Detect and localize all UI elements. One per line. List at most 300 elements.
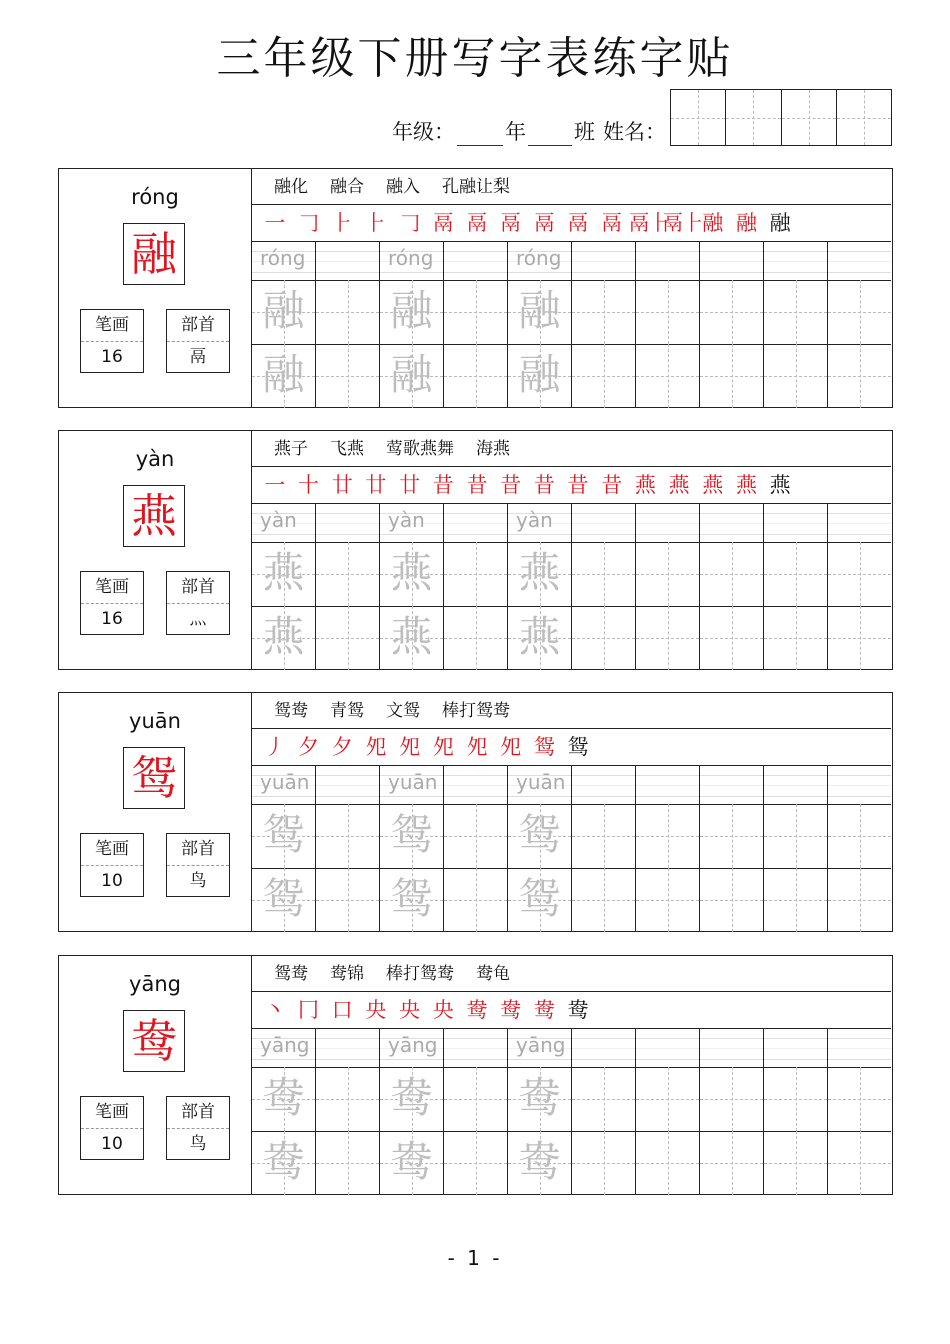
pinyin-cell[interactable] [315, 504, 379, 542]
stroke-count-box [80, 309, 144, 373]
pinyin-trace: yāng [388, 1033, 438, 1057]
stroke-step: 廿 [365, 473, 387, 497]
writing-cell[interactable] [252, 542, 315, 606]
pinyin-cell[interactable] [827, 504, 891, 542]
writing-cell[interactable] [763, 1067, 827, 1131]
pinyin-cell[interactable] [571, 766, 635, 804]
stroke-step: 一 [264, 473, 286, 497]
writing-cell[interactable] [827, 804, 891, 868]
example-word: 莺歌燕舞 [386, 439, 454, 459]
writing-cell[interactable] [763, 1131, 827, 1195]
model-character: 燕 [123, 485, 185, 547]
year-label: 年 [505, 120, 526, 144]
stroke-count-box [80, 833, 144, 897]
writing-cell[interactable] [252, 606, 315, 670]
pinyin-cell[interactable] [699, 1029, 763, 1067]
writing-row [252, 542, 891, 607]
writing-cell[interactable] [315, 1067, 379, 1131]
name-cell[interactable] [725, 90, 780, 145]
writing-cell[interactable] [571, 1067, 635, 1131]
pinyin-cell[interactable] [827, 242, 891, 280]
pinyin-trace: yāng [260, 1033, 310, 1057]
example-word: 融入 [386, 177, 420, 197]
pinyin-cell[interactable] [443, 504, 507, 542]
stroke-step: 央 [432, 998, 454, 1022]
pinyin-cell[interactable] [571, 504, 635, 542]
model-character: 鸳 [123, 747, 185, 809]
writing-cell[interactable] [827, 1067, 891, 1131]
pinyin-trace: róng [260, 246, 306, 270]
character-card [58, 955, 893, 1195]
stroke-step: 燕 [634, 473, 656, 497]
trace-character: 融 [390, 350, 433, 399]
writing-cell[interactable] [827, 542, 891, 606]
writing-cell[interactable] [635, 542, 699, 606]
pinyin-cell[interactable] [443, 242, 507, 280]
grade-blank[interactable] [457, 123, 503, 146]
writing-row [252, 804, 891, 869]
example-word: 棒打鸳鸯 [442, 701, 510, 721]
pinyin-cell[interactable] [635, 504, 699, 542]
pinyin-cell[interactable] [507, 504, 571, 542]
writing-row [252, 280, 891, 345]
pinyin-trace: yàn [516, 508, 553, 532]
character-card [58, 430, 893, 670]
writing-cell[interactable] [507, 1131, 571, 1195]
pinyin-cell[interactable] [252, 1029, 315, 1067]
writing-cell[interactable] [507, 542, 571, 606]
trace-character: 融 [390, 286, 433, 335]
writing-cell[interactable] [763, 542, 827, 606]
writing-cell[interactable] [571, 344, 635, 408]
stroke-order [252, 205, 891, 242]
trace-character: 融 [518, 286, 561, 335]
writing-cell[interactable] [571, 606, 635, 670]
radical-label: 部首 [167, 572, 229, 604]
practice-area [252, 956, 891, 1194]
pinyin-cell[interactable] [315, 242, 379, 280]
pinyin-trace: yuān [516, 770, 566, 794]
writing-cell[interactable] [252, 1131, 315, 1195]
pinyin-cell[interactable] [635, 766, 699, 804]
example-word: 鸯龟 [476, 964, 510, 984]
writing-cell[interactable] [571, 542, 635, 606]
stroke-step: 夗 [399, 735, 421, 759]
stroke-step: 十 [298, 473, 320, 497]
pinyin-cell[interactable] [443, 766, 507, 804]
writing-cell[interactable] [443, 280, 507, 344]
stroke-step: 夗 [432, 735, 454, 759]
writing-cell[interactable] [635, 804, 699, 868]
writing-cell[interactable] [827, 606, 891, 670]
pinyin-cell[interactable] [827, 766, 891, 804]
stroke-step: 燕 [702, 473, 724, 497]
pinyin-cell[interactable] [379, 504, 443, 542]
example-word: 融化 [274, 177, 308, 197]
example-word: 文鸳 [386, 701, 420, 721]
example-word: 青鸳 [330, 701, 364, 721]
model-character: 鸯 [123, 1010, 185, 1072]
word-list [252, 956, 891, 992]
stroke-step: 丶 [264, 998, 286, 1022]
radical: 灬 [189, 609, 207, 629]
stroke-step: 𠃌 [298, 211, 320, 235]
writing-cell[interactable] [763, 606, 827, 670]
example-word: 棒打鸳鸯 [386, 964, 454, 984]
writing-cell[interactable] [571, 1131, 635, 1195]
writing-cell[interactable] [635, 280, 699, 344]
radical: 鸟 [189, 871, 207, 891]
pinyin-row [252, 1029, 891, 1068]
writing-cell[interactable] [507, 280, 571, 344]
writing-cell[interactable] [635, 1131, 699, 1195]
stroke-step: 丿 [264, 735, 286, 759]
writing-cell[interactable] [635, 344, 699, 408]
stroke-step: 鸯 [533, 998, 555, 1022]
stroke-step: 鬲 [500, 211, 522, 235]
pinyin-trace: yuān [388, 770, 438, 794]
pinyin-cell[interactable] [763, 242, 827, 280]
writing-cell[interactable] [252, 344, 315, 408]
trace-character: 鸳 [262, 874, 305, 923]
character-info [59, 956, 252, 1194]
stroke-step: 鬲⺊ [628, 211, 671, 235]
pinyin-trace: róng [388, 246, 434, 270]
radical-label: 部首 [167, 1097, 229, 1129]
trace-character: 融 [518, 350, 561, 399]
stroke-step: 鬲 [601, 211, 623, 235]
pinyin-trace: yuān [260, 770, 310, 794]
radical: 鸟 [189, 1134, 207, 1154]
stroke-step: 鸳 [533, 735, 555, 759]
name-grid[interactable] [670, 89, 892, 146]
trace-character: 鸳 [518, 874, 561, 923]
pinyin-cell[interactable] [252, 242, 315, 280]
class-blank[interactable] [528, 123, 572, 146]
pinyin-cell[interactable] [763, 504, 827, 542]
writing-cell[interactable] [699, 868, 763, 932]
pinyin-cell[interactable] [507, 242, 571, 280]
writing-cell[interactable] [507, 868, 571, 932]
stroke-step: 夗 [365, 735, 387, 759]
writing-cell[interactable] [252, 280, 315, 344]
radical: 鬲 [189, 347, 207, 367]
writing-cell[interactable] [443, 1131, 507, 1195]
writing-cell[interactable] [763, 344, 827, 408]
pinyin-cell[interactable] [699, 242, 763, 280]
radical-label: 部首 [167, 310, 229, 342]
char-pinyin: yāng [129, 972, 181, 996]
practice-area [252, 431, 891, 669]
page-title: 三年级下册写字表练字贴 [216, 33, 734, 84]
pinyin-cell[interactable] [507, 1029, 571, 1067]
stroke-step: 昔 [466, 473, 488, 497]
writing-cell[interactable] [443, 344, 507, 408]
stroke-order [252, 467, 891, 504]
name-label: 姓名： [603, 120, 666, 144]
stroke-step: ⺊ [331, 211, 353, 235]
stroke-step: 夕 [331, 735, 353, 759]
trace-character: 鸯 [390, 1073, 433, 1122]
stroke-step: ⺊ [365, 211, 387, 235]
writing-cell[interactable] [507, 1067, 571, 1131]
writing-cell[interactable] [252, 804, 315, 868]
pinyin-cell[interactable] [379, 766, 443, 804]
writing-cell[interactable] [443, 868, 507, 932]
char-pinyin: yàn [135, 447, 175, 471]
writing-cell[interactable] [315, 1131, 379, 1195]
model-character: 融 [123, 223, 185, 285]
radical-label: 部首 [167, 834, 229, 866]
trace-character: 鸯 [262, 1073, 305, 1122]
stroke-step: 夗 [466, 735, 488, 759]
stroke-order [252, 729, 891, 766]
pinyin-trace: róng [516, 246, 562, 270]
trace-character: 融 [262, 286, 305, 335]
writing-cell[interactable] [571, 280, 635, 344]
page-number: - 1 - [447, 1246, 503, 1270]
pinyin-cell[interactable] [635, 1029, 699, 1067]
pinyin-row [252, 766, 891, 805]
example-word: 融合 [330, 177, 364, 197]
name-cell[interactable] [836, 90, 891, 145]
pinyin-cell[interactable] [507, 766, 571, 804]
stroke-step: 鬲 [466, 211, 488, 235]
pinyin-cell[interactable] [635, 242, 699, 280]
stroke-step: 央 [365, 998, 387, 1022]
writing-row [252, 1131, 891, 1195]
writing-cell[interactable] [827, 868, 891, 932]
stroke-count-label: 笔画 [81, 1097, 143, 1129]
writing-cell[interactable] [571, 804, 635, 868]
writing-cell[interactable] [315, 804, 379, 868]
pinyin-cell[interactable] [379, 1029, 443, 1067]
stroke-step: 央 [399, 998, 421, 1022]
trace-character: 燕 [518, 548, 561, 597]
example-word: 鸯锦 [330, 964, 364, 984]
trace-character: 鸯 [390, 1137, 433, 1186]
stroke-step: 一 [264, 211, 286, 235]
example-word: 鸳鸯 [274, 701, 308, 721]
trace-character: 融 [262, 350, 305, 399]
trace-character: 燕 [262, 612, 305, 661]
character-info [59, 693, 252, 931]
word-list [252, 169, 891, 205]
pinyin-cell[interactable] [699, 766, 763, 804]
pinyin-cell[interactable] [699, 504, 763, 542]
stroke-count: 16 [101, 609, 123, 629]
writing-cell[interactable] [635, 1067, 699, 1131]
writing-cell[interactable] [571, 868, 635, 932]
char-pinyin: róng [131, 185, 179, 209]
trace-character: 燕 [262, 548, 305, 597]
stroke-step: 鬲 [567, 211, 589, 235]
stroke-count: 16 [101, 347, 123, 367]
writing-cell[interactable] [443, 606, 507, 670]
trace-character: 鸯 [518, 1073, 561, 1122]
stroke-step: 𠃌 [399, 211, 421, 235]
stroke-step: 冂 [298, 998, 320, 1022]
character-card [58, 168, 893, 408]
writing-cell[interactable] [699, 606, 763, 670]
stroke-order [252, 992, 891, 1029]
word-list [252, 431, 891, 467]
stroke-step: 廿 [331, 473, 353, 497]
stroke-step: 夕 [298, 735, 320, 759]
writing-cell[interactable] [635, 868, 699, 932]
word-list [252, 693, 891, 729]
stroke-step: 燕 [769, 473, 791, 497]
practice-area [252, 693, 891, 931]
stroke-step: 鬲 [533, 211, 555, 235]
char-pinyin: yuān [129, 709, 181, 733]
pinyin-cell[interactable] [315, 766, 379, 804]
writing-cell[interactable] [699, 1067, 763, 1131]
stroke-count: 10 [101, 1134, 123, 1154]
stroke-step: 夗 [500, 735, 522, 759]
writing-cell[interactable] [379, 606, 443, 670]
writing-cell[interactable] [379, 1131, 443, 1195]
writing-cell[interactable] [315, 606, 379, 670]
writing-cell[interactable] [699, 1131, 763, 1195]
example-word: 孔融让梨 [442, 177, 510, 197]
writing-cell[interactable] [315, 280, 379, 344]
pinyin-cell[interactable] [379, 242, 443, 280]
stroke-step: 鸳 [567, 735, 589, 759]
stroke-count: 10 [101, 871, 123, 891]
trace-character: 鸳 [518, 810, 561, 859]
stroke-step: 鬲 [432, 211, 454, 235]
pinyin-cell[interactable] [827, 1029, 891, 1067]
stroke-count-box [80, 1096, 144, 1160]
grade-label: 年级： [392, 120, 455, 144]
writing-cell[interactable] [699, 344, 763, 408]
writing-cell[interactable] [315, 344, 379, 408]
radical-box [166, 833, 230, 897]
stroke-step: 融 [769, 211, 791, 235]
writing-row [252, 344, 891, 408]
stroke-step: 廿 [399, 473, 421, 497]
stroke-count-label: 笔画 [81, 310, 143, 342]
pinyin-trace: yàn [260, 508, 297, 532]
writing-cell[interactable] [699, 804, 763, 868]
example-word: 海燕 [476, 439, 510, 459]
trace-character: 鸯 [518, 1137, 561, 1186]
radical-box [166, 571, 230, 635]
pinyin-row [252, 504, 891, 543]
trace-character: 燕 [518, 612, 561, 661]
writing-cell[interactable] [699, 280, 763, 344]
stroke-step: 融 [702, 211, 724, 235]
writing-cell[interactable] [827, 280, 891, 344]
writing-cell[interactable] [763, 804, 827, 868]
trace-character: 鸳 [390, 810, 433, 859]
writing-cell[interactable] [699, 542, 763, 606]
stroke-count-label: 笔画 [81, 572, 143, 604]
writing-row [252, 1067, 891, 1132]
writing-cell[interactable] [763, 280, 827, 344]
pinyin-trace: yàn [388, 508, 425, 532]
writing-row [252, 606, 891, 670]
writing-cell[interactable] [443, 804, 507, 868]
character-info [59, 169, 252, 407]
writing-cell[interactable] [507, 606, 571, 670]
writing-cell[interactable] [827, 344, 891, 408]
example-word: 鸳鸯 [274, 964, 308, 984]
writing-cell[interactable] [443, 542, 507, 606]
student-info [392, 116, 666, 146]
writing-cell[interactable] [635, 606, 699, 670]
writing-cell[interactable] [507, 344, 571, 408]
stroke-step: 昔 [500, 473, 522, 497]
pinyin-cell[interactable] [571, 1029, 635, 1067]
name-cell[interactable] [781, 90, 836, 145]
writing-cell[interactable] [443, 1067, 507, 1131]
stroke-step: 鬲⺊ [662, 211, 705, 235]
pinyin-row [252, 242, 891, 281]
example-word: 燕子 [274, 439, 308, 459]
writing-cell[interactable] [763, 868, 827, 932]
stroke-count-box [80, 571, 144, 635]
pinyin-cell[interactable] [443, 1029, 507, 1067]
practice-area [252, 169, 891, 407]
writing-cell[interactable] [315, 542, 379, 606]
stroke-step: 昔 [601, 473, 623, 497]
pinyin-cell[interactable] [763, 1029, 827, 1067]
character-info [59, 431, 252, 669]
trace-character: 燕 [390, 612, 433, 661]
name-cell[interactable] [671, 90, 725, 145]
writing-cell[interactable] [507, 804, 571, 868]
stroke-step: 融 [735, 211, 757, 235]
writing-cell[interactable] [252, 1067, 315, 1131]
writing-cell[interactable] [315, 868, 379, 932]
writing-row [252, 868, 891, 932]
writing-cell[interactable] [827, 1131, 891, 1195]
writing-cell[interactable] [252, 868, 315, 932]
pinyin-trace: yāng [516, 1033, 566, 1057]
radical-box [166, 309, 230, 373]
pinyin-cell[interactable] [252, 504, 315, 542]
stroke-step: 燕 [668, 473, 690, 497]
pinyin-cell[interactable] [315, 1029, 379, 1067]
writing-cell[interactable] [379, 542, 443, 606]
writing-cell[interactable] [379, 1067, 443, 1131]
pinyin-cell[interactable] [571, 242, 635, 280]
stroke-step: 燕 [735, 473, 757, 497]
radical-box [166, 1096, 230, 1160]
writing-cell[interactable] [379, 804, 443, 868]
character-card [58, 692, 893, 932]
stroke-step: 鸯 [466, 998, 488, 1022]
example-word: 飞燕 [330, 439, 364, 459]
stroke-step: 昔 [432, 473, 454, 497]
trace-character: 燕 [390, 548, 433, 597]
trace-character: 鸳 [390, 874, 433, 923]
class-label: 班 [574, 120, 595, 144]
stroke-step: 鸯 [500, 998, 522, 1022]
stroke-count-label: 笔画 [81, 834, 143, 866]
stroke-step: 口 [331, 998, 353, 1022]
trace-character: 鸳 [262, 810, 305, 859]
trace-character: 鸯 [262, 1137, 305, 1186]
writing-cell[interactable] [379, 868, 443, 932]
pinyin-cell[interactable] [763, 766, 827, 804]
writing-cell[interactable] [379, 344, 443, 408]
stroke-step: 鸯 [567, 998, 589, 1022]
writing-cell[interactable] [379, 280, 443, 344]
pinyin-cell[interactable] [252, 766, 315, 804]
